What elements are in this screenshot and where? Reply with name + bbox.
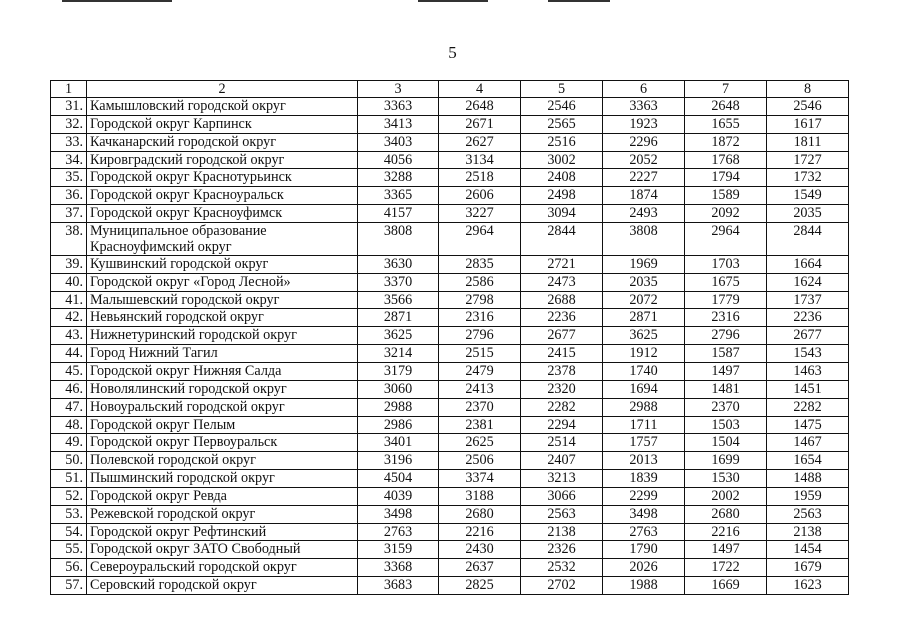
- value-col-5: 3066: [521, 487, 603, 505]
- value-col-3: 3808: [358, 222, 439, 255]
- value-col-4: 3134: [439, 151, 521, 169]
- row-number: 35.: [51, 169, 87, 187]
- value-col-8: 1463: [767, 362, 849, 380]
- table-row: [51, 133, 849, 151]
- value-col-5: 2565: [521, 115, 603, 133]
- row-number: 50.: [51, 452, 87, 470]
- municipality-name: Североуральский городской округ: [87, 559, 358, 577]
- table-row: [51, 291, 849, 309]
- value-col-6: 2072: [603, 291, 685, 309]
- value-col-7: 1481: [685, 380, 767, 398]
- value-col-5: 3094: [521, 205, 603, 223]
- value-col-6: 1969: [603, 255, 685, 273]
- value-col-8: 1624: [767, 273, 849, 291]
- value-col-5: 2294: [521, 416, 603, 434]
- value-col-6: 1757: [603, 434, 685, 452]
- table-row: [51, 98, 849, 116]
- row-number: 52.: [51, 487, 87, 505]
- value-col-7: 1722: [685, 559, 767, 577]
- table-row: [51, 205, 849, 223]
- table-row: [51, 345, 849, 363]
- value-col-5: 2408: [521, 169, 603, 187]
- value-col-6: 1874: [603, 187, 685, 205]
- municipality-name: Новоуральский городской округ: [87, 398, 358, 416]
- value-col-6: 1912: [603, 345, 685, 363]
- value-col-5: 2514: [521, 434, 603, 452]
- value-col-8: 2236: [767, 309, 849, 327]
- row-number: 38.: [51, 222, 87, 255]
- value-col-3: 3566: [358, 291, 439, 309]
- value-col-4: 3188: [439, 487, 521, 505]
- municipality-name: Городской округ Нижняя Салда: [87, 362, 358, 380]
- municipality-name: Пышминский городской округ: [87, 470, 358, 488]
- value-col-5: 2546: [521, 98, 603, 116]
- value-col-3: 3288: [358, 169, 439, 187]
- row-number: 57.: [51, 577, 87, 595]
- value-col-3: 3179: [358, 362, 439, 380]
- value-col-3: 3498: [358, 505, 439, 523]
- value-col-5: 2844: [521, 222, 603, 255]
- value-col-6: 2871: [603, 309, 685, 327]
- value-col-4: 3227: [439, 205, 521, 223]
- value-col-4: 2680: [439, 505, 521, 523]
- municipality-name: Муниципальное образование Красноуфимский округ: [87, 222, 358, 255]
- value-col-7: 1703: [685, 255, 767, 273]
- table-row: [51, 309, 849, 327]
- row-number: 49.: [51, 434, 87, 452]
- table-row: [51, 327, 849, 345]
- value-col-8: 1488: [767, 470, 849, 488]
- municipality-name: Город Нижний Тагил: [87, 345, 358, 363]
- table-row: [51, 362, 849, 380]
- municipality-name: Городской округ «Город Лесной»: [87, 273, 358, 291]
- value-col-8: 1727: [767, 151, 849, 169]
- value-col-7: 1655: [685, 115, 767, 133]
- value-col-8: 2282: [767, 398, 849, 416]
- value-col-6: 1740: [603, 362, 685, 380]
- value-col-5: 2407: [521, 452, 603, 470]
- value-col-3: 4056: [358, 151, 439, 169]
- table-row: [51, 577, 849, 595]
- municipality-name: Кушвинский городской округ: [87, 255, 358, 273]
- value-col-6: 1988: [603, 577, 685, 595]
- row-number: 53.: [51, 505, 87, 523]
- value-col-6: 2052: [603, 151, 685, 169]
- value-col-6: 2013: [603, 452, 685, 470]
- table-row: [51, 187, 849, 205]
- value-col-7: 2002: [685, 487, 767, 505]
- value-col-4: 2648: [439, 98, 521, 116]
- value-col-5: 2702: [521, 577, 603, 595]
- value-col-5: 2326: [521, 541, 603, 559]
- value-col-5: 2473: [521, 273, 603, 291]
- value-col-4: 2796: [439, 327, 521, 345]
- data-table: [50, 80, 849, 595]
- value-col-4: 2671: [439, 115, 521, 133]
- top-rule-middle: [418, 0, 488, 2]
- value-col-6: 2988: [603, 398, 685, 416]
- municipality-name: Городской округ ЗАТО Свободный: [87, 541, 358, 559]
- value-col-4: 2381: [439, 416, 521, 434]
- value-col-6: 2035: [603, 273, 685, 291]
- table-row: [51, 559, 849, 577]
- value-col-8: 2546: [767, 98, 849, 116]
- value-col-4: 2370: [439, 398, 521, 416]
- value-col-8: 2563: [767, 505, 849, 523]
- value-col-8: 2035: [767, 205, 849, 223]
- table-row: [51, 255, 849, 273]
- value-col-7: 1675: [685, 273, 767, 291]
- column-header-5: 5: [521, 81, 603, 98]
- row-number: 55.: [51, 541, 87, 559]
- value-col-7: 2316: [685, 309, 767, 327]
- value-col-3: 4039: [358, 487, 439, 505]
- value-col-8: 1467: [767, 434, 849, 452]
- row-number: 36.: [51, 187, 87, 205]
- top-rule-left: [62, 0, 172, 2]
- value-col-7: 1497: [685, 362, 767, 380]
- municipality-name: Серовский городской округ: [87, 577, 358, 595]
- municipality-name: Режевской городской округ: [87, 505, 358, 523]
- value-col-7: 2092: [685, 205, 767, 223]
- municipality-name: Камышловский городской округ: [87, 98, 358, 116]
- municipality-name: Городской округ Ревда: [87, 487, 358, 505]
- value-col-7: 1872: [685, 133, 767, 151]
- municipality-name: Городской округ Карпинск: [87, 115, 358, 133]
- value-col-8: 1475: [767, 416, 849, 434]
- municipality-name: Новолялинский городской округ: [87, 380, 358, 398]
- value-col-7: 2964: [685, 222, 767, 255]
- value-col-8: 1543: [767, 345, 849, 363]
- table-row: [51, 169, 849, 187]
- column-header-3: 3: [358, 81, 439, 98]
- value-col-5: 3002: [521, 151, 603, 169]
- value-col-6: 2763: [603, 523, 685, 541]
- value-col-4: 2515: [439, 345, 521, 363]
- column-header-8: 8: [767, 81, 849, 98]
- table-row: [51, 523, 849, 541]
- value-col-5: 2721: [521, 255, 603, 273]
- value-col-4: 2964: [439, 222, 521, 255]
- municipality-name: Невьянский городской округ: [87, 309, 358, 327]
- table-row: [51, 115, 849, 133]
- value-col-6: 2296: [603, 133, 685, 151]
- value-col-7: 1699: [685, 452, 767, 470]
- row-number: 56.: [51, 559, 87, 577]
- value-col-3: 3159: [358, 541, 439, 559]
- value-col-4: 2625: [439, 434, 521, 452]
- value-col-6: 3363: [603, 98, 685, 116]
- top-rule-right: [548, 0, 610, 2]
- municipality-name: Кировградский городской округ: [87, 151, 358, 169]
- table-row: [51, 398, 849, 416]
- column-header-2: 2: [87, 81, 358, 98]
- value-col-5: 2516: [521, 133, 603, 151]
- row-number: 45.: [51, 362, 87, 380]
- value-col-4: 3374: [439, 470, 521, 488]
- value-col-4: 2430: [439, 541, 521, 559]
- table-row: [51, 541, 849, 559]
- table-body: [51, 98, 849, 595]
- value-col-4: 2518: [439, 169, 521, 187]
- value-col-8: 1959: [767, 487, 849, 505]
- value-col-7: 2680: [685, 505, 767, 523]
- value-col-8: 1454: [767, 541, 849, 559]
- value-col-8: 1654: [767, 452, 849, 470]
- municipality-name: Городской округ Пелым: [87, 416, 358, 434]
- value-col-4: 2825: [439, 577, 521, 595]
- value-col-3: 4157: [358, 205, 439, 223]
- value-col-4: 2413: [439, 380, 521, 398]
- value-col-7: 1589: [685, 187, 767, 205]
- value-col-6: 3808: [603, 222, 685, 255]
- header-row: [51, 81, 849, 98]
- value-col-3: 4504: [358, 470, 439, 488]
- municipality-name: Нижнетуринский городской округ: [87, 327, 358, 345]
- row-number: 48.: [51, 416, 87, 434]
- value-col-7: 2370: [685, 398, 767, 416]
- column-header-6: 6: [603, 81, 685, 98]
- table-row: [51, 380, 849, 398]
- value-col-4: 2479: [439, 362, 521, 380]
- value-col-6: 3498: [603, 505, 685, 523]
- value-col-8: 1679: [767, 559, 849, 577]
- municipality-name: Городской округ Краснотурьинск: [87, 169, 358, 187]
- value-col-4: 2637: [439, 559, 521, 577]
- value-col-4: 2506: [439, 452, 521, 470]
- value-col-6: 1923: [603, 115, 685, 133]
- table-row: [51, 470, 849, 488]
- table-row: [51, 434, 849, 452]
- value-col-7: 2216: [685, 523, 767, 541]
- municipality-name: Городской округ Первоуральск: [87, 434, 358, 452]
- value-col-7: 2796: [685, 327, 767, 345]
- value-col-5: 2282: [521, 398, 603, 416]
- value-col-6: 3625: [603, 327, 685, 345]
- value-col-5: 3213: [521, 470, 603, 488]
- row-number: 32.: [51, 115, 87, 133]
- row-number: 41.: [51, 291, 87, 309]
- municipality-name: Городской округ Рефтинский: [87, 523, 358, 541]
- row-number: 40.: [51, 273, 87, 291]
- value-col-3: 3413: [358, 115, 439, 133]
- table-row: [51, 487, 849, 505]
- value-col-5: 2532: [521, 559, 603, 577]
- row-number: 43.: [51, 327, 87, 345]
- value-col-7: 1504: [685, 434, 767, 452]
- value-col-3: 3214: [358, 345, 439, 363]
- row-number: 54.: [51, 523, 87, 541]
- value-col-5: 2236: [521, 309, 603, 327]
- value-col-5: 2415: [521, 345, 603, 363]
- value-col-5: 2563: [521, 505, 603, 523]
- column-header-4: 4: [439, 81, 521, 98]
- value-col-7: 1794: [685, 169, 767, 187]
- row-number: 51.: [51, 470, 87, 488]
- value-col-3: 2871: [358, 309, 439, 327]
- value-col-3: 3365: [358, 187, 439, 205]
- value-col-4: 2216: [439, 523, 521, 541]
- row-number: 34.: [51, 151, 87, 169]
- value-col-6: 2299: [603, 487, 685, 505]
- municipality-name: Городской округ Красноуфимск: [87, 205, 358, 223]
- page-number: 5: [448, 43, 457, 62]
- value-col-8: 2844: [767, 222, 849, 255]
- value-col-7: 1768: [685, 151, 767, 169]
- value-col-7: 1779: [685, 291, 767, 309]
- value-col-7: 1503: [685, 416, 767, 434]
- value-col-3: 3060: [358, 380, 439, 398]
- table-row: [51, 505, 849, 523]
- row-number: 39.: [51, 255, 87, 273]
- municipality-name: Качканарский городской округ: [87, 133, 358, 151]
- municipality-name: Полевской городской округ: [87, 452, 358, 470]
- row-number: 33.: [51, 133, 87, 151]
- table-row: [51, 222, 849, 255]
- value-col-6: 2493: [603, 205, 685, 223]
- row-number: 44.: [51, 345, 87, 363]
- value-col-5: 2677: [521, 327, 603, 345]
- table-row: [51, 416, 849, 434]
- value-col-8: 1664: [767, 255, 849, 273]
- row-number: 47.: [51, 398, 87, 416]
- value-col-8: 1811: [767, 133, 849, 151]
- table-row: [51, 273, 849, 291]
- value-col-3: 3403: [358, 133, 439, 151]
- value-col-3: 3625: [358, 327, 439, 345]
- value-col-8: 2677: [767, 327, 849, 345]
- value-col-4: 2316: [439, 309, 521, 327]
- value-col-4: 2606: [439, 187, 521, 205]
- value-col-3: 2988: [358, 398, 439, 416]
- table-row: [51, 452, 849, 470]
- value-col-4: 2798: [439, 291, 521, 309]
- value-col-3: 3401: [358, 434, 439, 452]
- value-col-5: 2688: [521, 291, 603, 309]
- value-col-7: 2648: [685, 98, 767, 116]
- value-col-3: 3683: [358, 577, 439, 595]
- value-col-3: 3363: [358, 98, 439, 116]
- value-col-3: 3630: [358, 255, 439, 273]
- column-header-1: 1: [51, 81, 87, 98]
- row-number: 31.: [51, 98, 87, 116]
- value-col-3: 2763: [358, 523, 439, 541]
- value-col-5: 2498: [521, 187, 603, 205]
- value-col-7: 1530: [685, 470, 767, 488]
- row-number: 46.: [51, 380, 87, 398]
- municipality-name: Городской округ Красноуральск: [87, 187, 358, 205]
- value-col-8: 1451: [767, 380, 849, 398]
- value-col-4: 2627: [439, 133, 521, 151]
- value-col-4: 2835: [439, 255, 521, 273]
- value-col-7: 1497: [685, 541, 767, 559]
- table-row: [51, 151, 849, 169]
- value-col-3: 3196: [358, 452, 439, 470]
- value-col-6: 1839: [603, 470, 685, 488]
- row-number: 42.: [51, 309, 87, 327]
- row-number: 37.: [51, 205, 87, 223]
- value-col-6: 1694: [603, 380, 685, 398]
- value-col-4: 2586: [439, 273, 521, 291]
- value-col-6: 2026: [603, 559, 685, 577]
- value-col-7: 1587: [685, 345, 767, 363]
- value-col-8: 1623: [767, 577, 849, 595]
- value-col-8: 2138: [767, 523, 849, 541]
- value-col-5: 2138: [521, 523, 603, 541]
- value-col-5: 2378: [521, 362, 603, 380]
- value-col-7: 1669: [685, 577, 767, 595]
- municipality-name: Малышевский городской округ: [87, 291, 358, 309]
- value-col-8: 1732: [767, 169, 849, 187]
- value-col-3: 3368: [358, 559, 439, 577]
- value-col-6: 2227: [603, 169, 685, 187]
- value-col-3: 3370: [358, 273, 439, 291]
- value-col-3: 2986: [358, 416, 439, 434]
- value-col-6: 1711: [603, 416, 685, 434]
- value-col-6: 1790: [603, 541, 685, 559]
- value-col-8: 1617: [767, 115, 849, 133]
- column-header-7: 7: [685, 81, 767, 98]
- value-col-8: 1549: [767, 187, 849, 205]
- value-col-8: 1737: [767, 291, 849, 309]
- value-col-5: 2320: [521, 380, 603, 398]
